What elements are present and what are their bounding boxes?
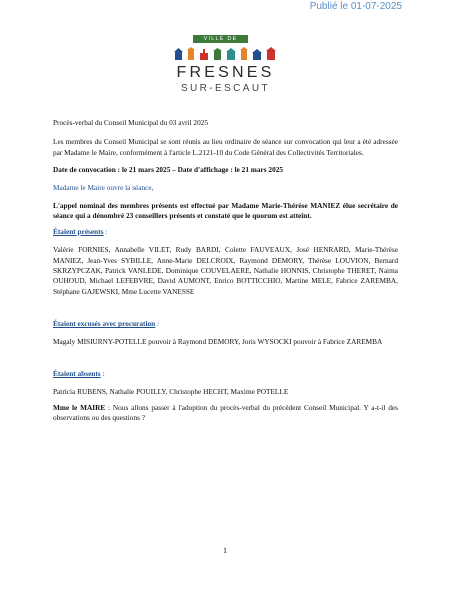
maire-text: : Nous allons passer à l'adoption du procès-verbal du précédent Conseil Municipal. Y a-t-il des observations ou des questions ? (53, 402, 398, 423)
minutes-title: Procès-verbal du Conseil Municipal du 03 avril 2025 (53, 118, 209, 127)
maire-label: Mme le MAIRE (53, 402, 106, 412)
excuses-heading-line (53, 319, 398, 329)
presents-heading: Étaient présents (53, 226, 104, 236)
presents-heading-line (53, 227, 398, 237)
presents-heading-colon: : (103, 226, 108, 236)
absents-heading-colon: : (100, 369, 105, 379)
minutes-body (53, 118, 398, 424)
absents-heading-line (53, 369, 398, 379)
absents-heading: Étaient absents (53, 369, 101, 379)
logo-landmarks-icon (173, 47, 278, 61)
published-date-banner: Publié le 01-07-2025 (309, 1, 402, 12)
town-logo (163, 35, 288, 97)
absents-list: Patricia RUBENS, Nathalie POUILLY, Christophe HECHT, Maxime POTELLE (53, 386, 289, 396)
logo-town-subname: SUR-ESCAUT (180, 83, 270, 94)
excuses-heading-colon: : (155, 319, 160, 329)
session-opening: Madame le Maire ouvre la séance, (53, 182, 154, 192)
excuses-heading: Étaient excusés avec procuration (53, 319, 156, 329)
presents-list: Valérie FORNIES, Annabelle VILET, Rudy BARDI, Colette FAUVEAUX, José HENRARD, Marie-Thérèse MANIEZ, Jean-Yves SYBILLE, Anne-Marie DELCROIX, Raymond DEMORY, Thérèse LOUVION, Bernard SKRZYPCZAK, Patrick VANLEDE, Dominique COUVELAERE, Nathalie HONNIS, Christophe THERET, Naima OUHOUD, Michael LEFEBVRE, David AUMONT, Enrico BOTTICCHIO, Martine MELE, Fabrice ZAREMBA, Stéphane GAJEWSKI, Mme Lucette VANESSE (53, 245, 398, 296)
roll-call-paragraph: L'appel nominal des membres présents est effectué par Madame Marie-Thérèse MANIEZ élue secrétaire de séance qui a dénombré 23 conseillers présents et constaté que le quorum est atteint. (53, 201, 398, 221)
convocation-dates: Date de convocation : le 21 mars 2025 – Date d'affichage : le 21 mars 2025 (53, 165, 284, 175)
intro-paragraph: Les membres du Conseil Municipal se sont réunis au lieu ordinaire de séance sur convocation qui leur a été adressée par Madame le Maire, conformément à l'article L.2121-10 du Code Général des Collectivités Territoriales. (53, 137, 398, 157)
logo-ville-de-bar: VILLE DE (193, 35, 248, 43)
maire-statement (53, 403, 398, 424)
excuses-list: Magaly MISIURNY-POTELLE pouvoir à Raymond DEMORY, Joris WYSOCKI pouvoir à Fabrice ZAREMBA (53, 336, 383, 346)
logo-town-name: FRESNES (176, 64, 275, 81)
page-number: 1 (223, 546, 227, 555)
